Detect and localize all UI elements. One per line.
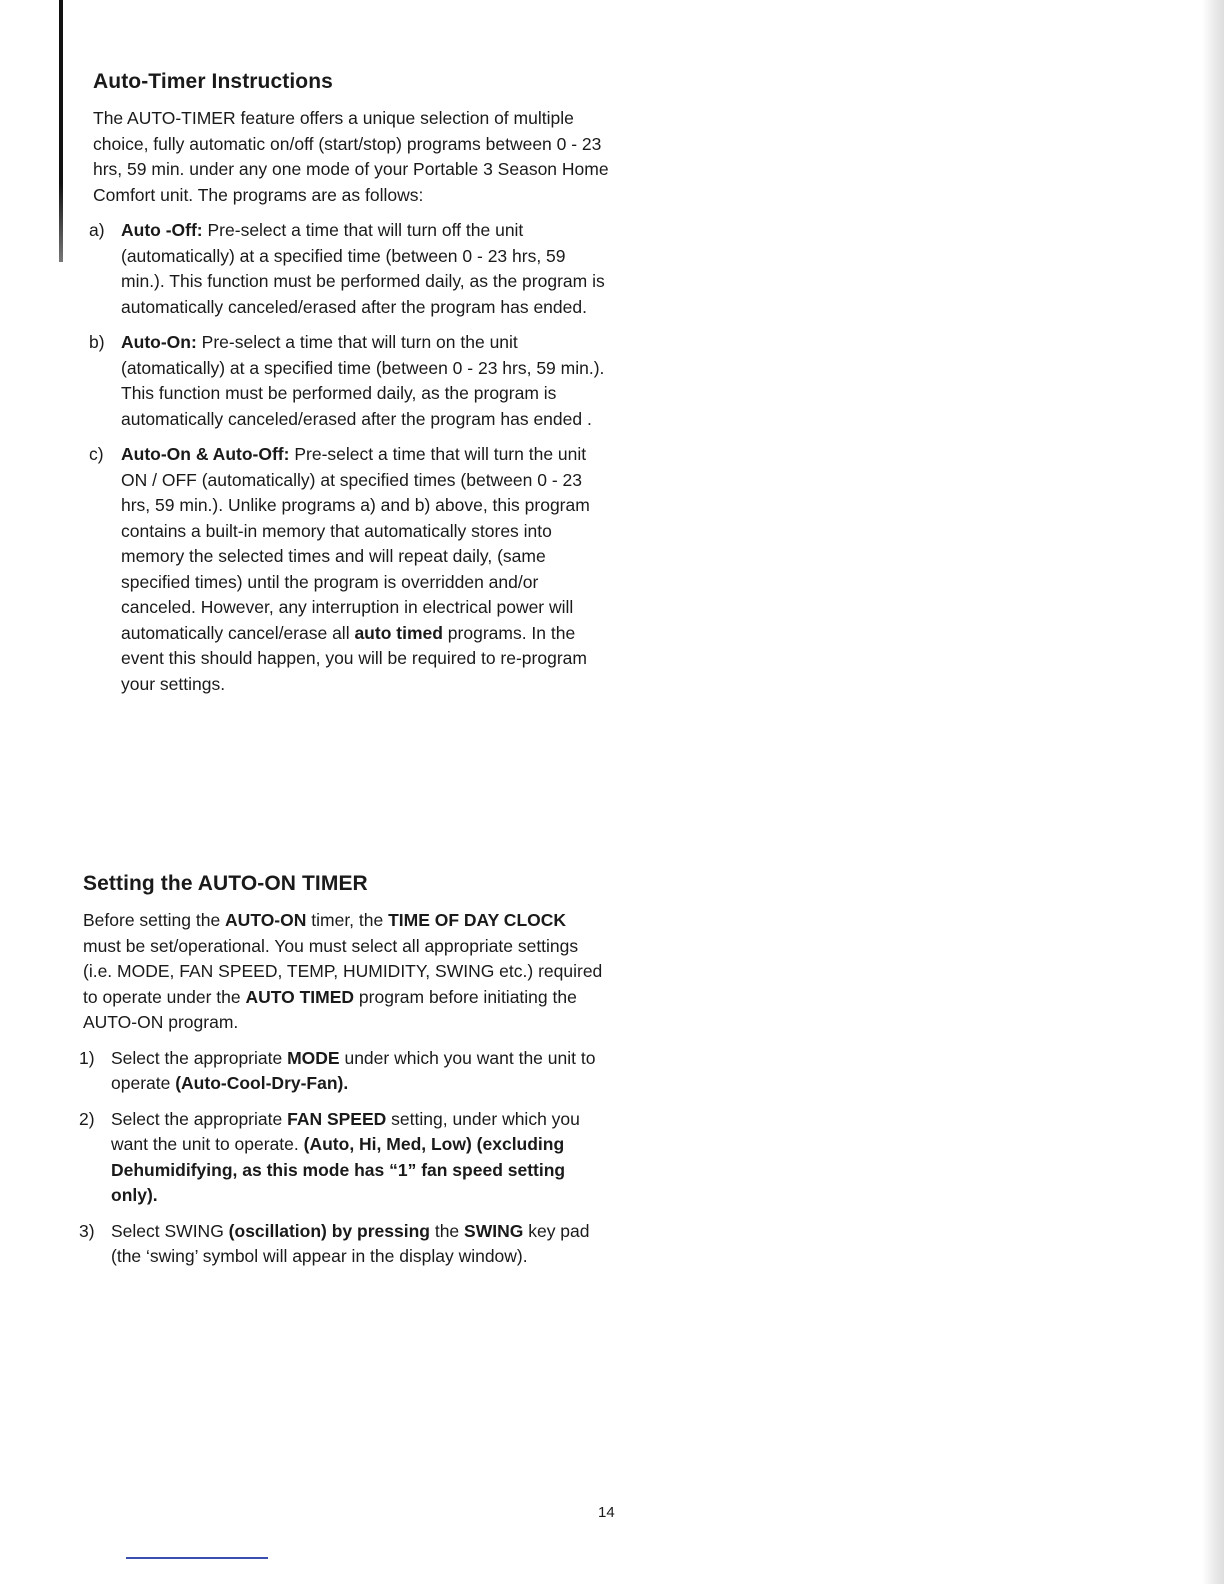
item-body: Pre-select a time that will turn off the unit (automatically) at a specified time (between 0 - 23 hrs, 59 min.). This function must be performed daily, as the program is automatically canceled/erased after the program has ended. bbox=[121, 220, 605, 317]
steps-list bbox=[79, 1046, 603, 1270]
step-marker: 1) bbox=[79, 1047, 95, 1068]
step-item-mode: 1) Select the appropriate MODE under which you want the unit to operate (Auto-Cool-Dry-Fan). bbox=[79, 1047, 596, 1093]
auto-on-intro: Before setting the AUTO-ON timer, the TIME OF DAY CLOCK must be set/operational. You must select all appropriate settings (i.e. MODE, FAN SPEED, TEMP, HUMIDITY, SWING etc.) required to operate under the AUTO TIMED program before initiating the AUTO-ON program. bbox=[83, 910, 603, 1032]
item-marker: b) bbox=[89, 332, 105, 352]
step-item-swing: 3) Select SWING (oscillation) by pressing the SWING key pad (the ‘swing’ symbol will appear in the display window). bbox=[79, 1220, 590, 1266]
auto-timer-intro: The AUTO-TIMER feature offers a unique selection of multiple choice, fully automatic on/off (start/stop) programs between 0 - 23 hrs, 59 min. under any one mode of your Portable 3 Season Home Comfort unit. The programs are as follows: bbox=[93, 108, 609, 205]
item-body: Pre-select a time that will turn on the unit (atomatically) at a specified time (between 0 - 23 hrs, 59 min.). This function must be performed daily, as the program is automatically canceled/erased after the program has ended . bbox=[121, 332, 605, 429]
page-edge-shadow bbox=[1202, 0, 1224, 1584]
auto-on-heading: Setting the AUTO-ON TIMER bbox=[83, 872, 368, 895]
auto-on-section bbox=[79, 872, 603, 1280]
item-title: Auto-On: bbox=[121, 332, 197, 352]
page-number: 14 bbox=[598, 1504, 615, 1521]
item-marker: c) bbox=[89, 444, 104, 464]
program-list bbox=[89, 218, 613, 697]
item-marker: a) bbox=[89, 220, 105, 240]
step-marker: 2) bbox=[79, 1108, 95, 1129]
program-item-auto-on-off bbox=[89, 442, 613, 697]
auto-timer-heading: Auto-Timer Instructions bbox=[93, 70, 333, 93]
item-body-end: programs. In the event this should happen, you will be required to re-program your settings. bbox=[121, 622, 587, 694]
item-title: Auto-On & Auto-Off: bbox=[121, 444, 290, 464]
step-marker: 3) bbox=[79, 1220, 95, 1241]
step-item-fan-speed: 2) Select the appropriate FAN SPEED setting, under which you want the unit to operate. (Auto, Hi, Med, Low) (excluding Dehumidifying, as this mode has “1” fan speed setting only). bbox=[79, 1108, 580, 1205]
program-item-auto-off bbox=[89, 218, 613, 320]
auto-timer-section bbox=[89, 70, 613, 707]
item-bold-phrase: auto timed bbox=[354, 622, 443, 643]
item-title: Auto -Off: bbox=[121, 220, 203, 240]
bottom-rule bbox=[126, 1557, 268, 1559]
program-item-auto-on bbox=[89, 330, 613, 432]
binding-line bbox=[59, 0, 63, 262]
item-body: Pre-select a time that will turn the unit ON / OFF (automatically) at specified times (between 0 - 23 hrs, 59 min.). Unlike programs a) and b) above, this program contains a built-in memory that automatically stores into memory the selected times and will repeat daily, (same specified times) until the program is overridden and/or canceled. However, any interruption in electrical power will automatically cancel/erase all bbox=[121, 444, 590, 643]
